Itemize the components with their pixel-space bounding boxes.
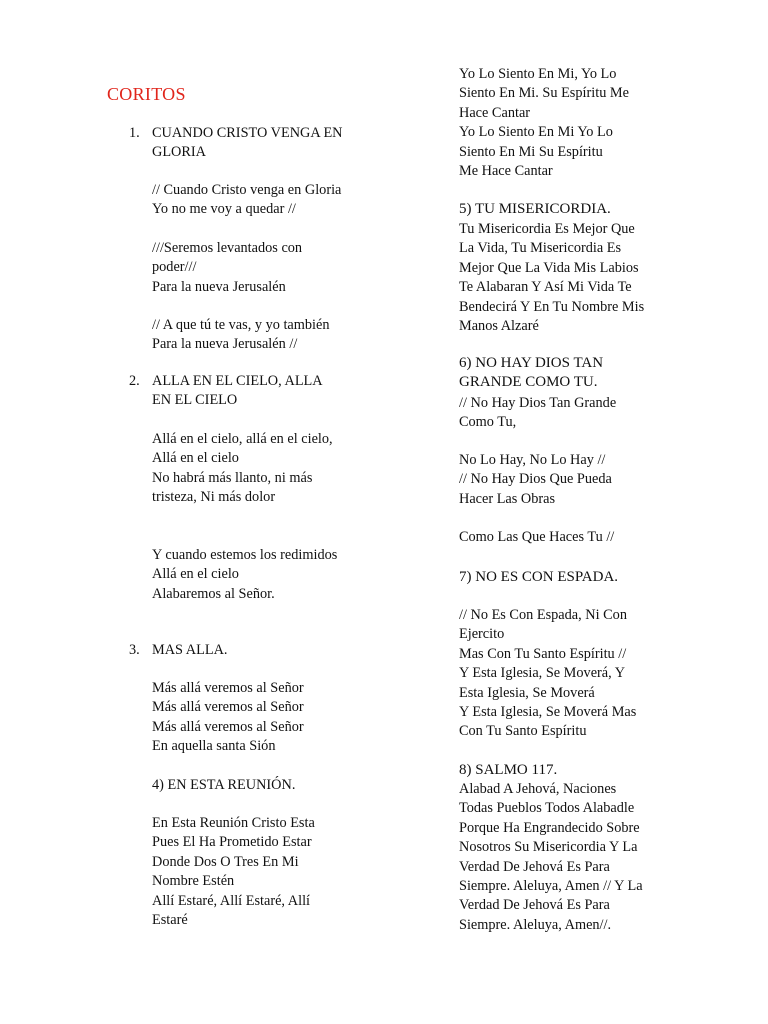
list-number: 2.	[129, 373, 140, 389]
song-heading: 4) EN ESTA REUNIÓN.	[152, 777, 296, 793]
song-lyrics: Y Esta Iglesia, Se Moverá Mas	[459, 704, 637, 720]
song-lyrics: Alabad A Jehová, Naciones	[459, 781, 617, 797]
song-heading: 8) SALMO 117.	[459, 762, 558, 778]
song-lyrics: Tu Misericordia Es Mejor Que	[459, 221, 635, 237]
song-lyrics: Y Esta Iglesia, Se Moverá, Y	[459, 665, 626, 682]
song-heading: MAS ALLA.	[152, 642, 228, 658]
song-heading: 5) TU MISERICORDIA.	[459, 201, 611, 217]
song-lyrics: Mas Con Tu Santo Espíritu //	[459, 645, 627, 662]
song-lyrics: Me Hace Cantar	[459, 163, 553, 179]
song-lyrics: Nombre Estén	[152, 873, 235, 890]
song-lyrics: Verdad De Jehová Es Para	[459, 897, 610, 914]
song-lyrics: Y cuando estemos los redimidos	[152, 547, 338, 563]
song-lyrics: Nosotros Su Misericordia Y La	[459, 839, 638, 856]
song-lyrics: Allá en el cielo, allá en el cielo,	[152, 431, 333, 447]
song-lyrics: Allá en el cielo	[152, 450, 239, 467]
song-lyrics: Siento En Mi. Su Espíritu Me	[459, 85, 629, 102]
song-lyrics: La Vida, Tu Misericordia Es	[459, 240, 622, 257]
song-lyrics: Mejor Que La Vida Mis Labios	[459, 259, 639, 276]
song-lyrics: Para la nueva Jerusalén //	[152, 336, 298, 353]
song-lyrics: Yo no me voy a quedar //	[152, 201, 296, 218]
song-lyrics: // No Hay Dios Tan Grande	[459, 395, 617, 411]
song-lyrics: No habrá más llanto, ni más	[152, 469, 313, 486]
song-lyrics: Allí Estaré, Allí Estaré, Allí	[152, 892, 311, 909]
song-lyrics: // A que tú te vas, y yo también	[152, 317, 330, 333]
song-lyrics: Más allá veremos al Señor	[152, 718, 304, 735]
song-lyrics: Allá en el cielo	[152, 566, 239, 583]
song-lyrics: No Lo Hay, No Lo Hay //	[459, 452, 606, 468]
song-lyrics: Yo Lo Siento En Mi Yo Lo	[459, 124, 613, 141]
song-lyrics: // Cuando Cristo venga en Gloria	[152, 182, 342, 198]
list-number: 1.	[129, 125, 140, 141]
song-heading: CUANDO CRISTO VENGA EN	[152, 125, 343, 141]
song-lyrics: Como Las Que Haces Tu //	[459, 529, 615, 545]
song-heading: EN EL CIELO	[152, 392, 238, 409]
song-heading: GLORIA	[152, 144, 207, 161]
song-lyrics: // No Es Con Espada, Ni Con	[459, 607, 627, 623]
song-lyrics: Yo Lo Siento En Mi, Yo Lo	[459, 66, 617, 82]
list-number: 3.	[129, 642, 140, 658]
song-lyrics: Ejercito	[459, 626, 505, 643]
song-heading: 6) NO HAY DIOS TAN	[459, 355, 604, 371]
song-lyrics: poder///	[152, 259, 197, 276]
song-lyrics: Hace Cantar	[459, 104, 531, 121]
song-lyrics: Esta Iglesia, Se Moverá	[459, 684, 595, 701]
song-lyrics: Manos Alzaré	[459, 318, 539, 334]
song-lyrics: tristeza, Ni más dolor	[152, 489, 276, 506]
song-lyrics: Estaré	[152, 912, 188, 928]
song-lyrics: Como Tu,	[459, 414, 517, 431]
song-lyrics: Siento En Mi Su Espíritu	[459, 143, 603, 160]
song-lyrics: Donde Dos O Tres En Mi	[152, 853, 299, 870]
song-lyrics: Alabaremos al Señor.	[152, 585, 275, 602]
song-lyrics: Hacer Las Obras	[459, 490, 556, 507]
song-lyrics: Más allá veremos al Señor	[152, 680, 304, 696]
song-lyrics: Porque Ha Engrandecido Sobre	[459, 819, 640, 836]
song-lyrics: Verdad De Jehová Es Para	[459, 858, 610, 875]
song-heading: GRANDE COMO TU.	[459, 374, 598, 391]
song-lyrics: Bendecirá Y En Tu Nombre Mis	[459, 298, 645, 315]
song-lyrics: ///Seremos levantados con	[152, 240, 303, 256]
song-lyrics: Te Alabaran Y Así Mi Vida Te	[459, 279, 632, 296]
song-lyrics: Con Tu Santo Espíritu	[459, 723, 587, 740]
song-lyrics: Siempre. Aleluya, Amen // Y La	[459, 878, 643, 894]
song-lyrics: Siempre. Aleluya, Amen//.	[459, 916, 612, 933]
song-heading: ALLA EN EL CIELO, ALLA	[152, 373, 323, 389]
document-title: CORITOS	[107, 84, 186, 104]
song-lyrics: Más allá veremos al Señor	[152, 699, 304, 716]
song-lyrics: En Esta Reunión Cristo Esta	[152, 815, 315, 831]
song-lyrics: En aquella santa Sión	[152, 738, 276, 755]
song-lyrics: // No Hay Dios Que Pueda	[459, 471, 612, 488]
song-heading: 7) NO ES CON ESPADA.	[459, 569, 619, 585]
song-lyrics: Para la nueva Jerusalén	[152, 278, 286, 295]
song-lyrics: Todas Pueblos Todos Alabadle	[459, 800, 635, 817]
song-lyrics: Pues El Ha Prometido Estar	[152, 834, 312, 851]
